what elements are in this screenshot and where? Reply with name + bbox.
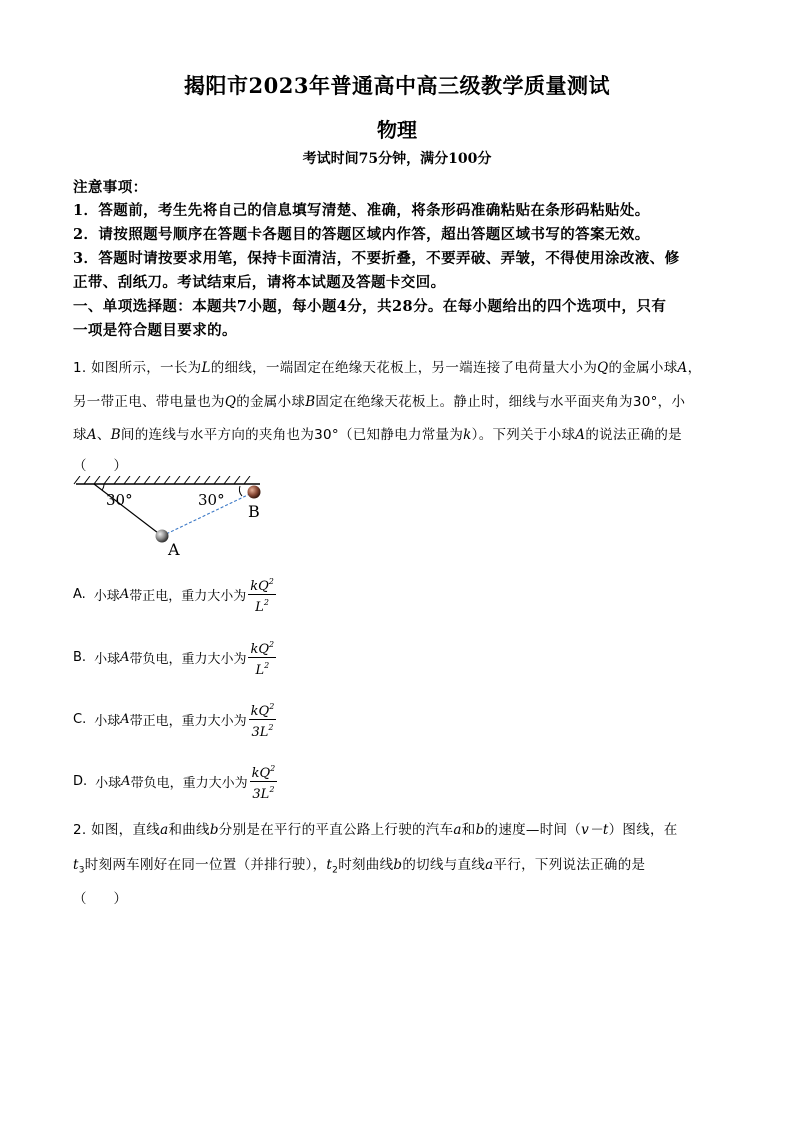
angle-arc-left — [102, 484, 104, 490]
notes-item-1: 1．答题前，考生先将自己的信息填写清楚、准确，将条形码准确粘贴在条形码粘贴处。 — [73, 202, 650, 219]
q1-answer-bracket: （ ） — [73, 458, 127, 474]
q2-line-1: 2. 如图，直线a和曲线b分别是在平行的平直公路上行驶的汽车a和b的速度—时间（v－t）图线，在 — [73, 822, 678, 838]
fraction: $\frac{kQ^2}{L^2}$ — [248, 574, 276, 615]
fraction: $\frac{kQ^2}{3L^2}$ — [249, 699, 277, 740]
q1-line-3: 球A、B间的连线与水平方向的夹角也为30°（已知静电力常量为k）。下列关于小球A的说法正确的是 — [73, 427, 682, 443]
q2-line-2: $t_3$时刻两车刚好在同一位置（并排行驶），$t_2$时刻曲线b的切线与直线a平行，下列说法正确的是 — [73, 857, 646, 876]
exam-info: 考试时间75分钟，满分100分 — [302, 151, 492, 167]
q1-line-1: 1. 如图所示，一长为L的细线，一端固定在绝缘天花板上，另一端连接了电荷量大小为Q的金属小球A， — [73, 360, 702, 376]
label-b: B — [248, 502, 260, 521]
q1-option-d[interactable]: D. 小球 A 带负电，重力大小为 $\frac{kQ^2}{3L^2}$ — [73, 761, 277, 802]
label-a: A — [168, 540, 180, 559]
fraction: $\frac{kQ^2}{L^2}$ — [248, 637, 276, 678]
ball-a — [156, 530, 169, 543]
notes-item-3: 3．答题时请按要求用笔，保持卡面清洁，不要折叠，不要弄破、弄皱，不得使用涂改液、修 — [73, 250, 680, 267]
angle-label-right: 30° — [198, 491, 225, 509]
notes-heading: 注意事项： — [73, 179, 148, 196]
notes-item-3-cont: 正带、刮纸刀。考试结束后，请将本试题及答题卡交回。 — [73, 274, 446, 291]
angle-label-left: 30° — [106, 491, 133, 509]
q1-option-c[interactable]: C. 小球 A 带正电，重力大小为 $\frac{kQ^2}{3L^2}$ — [73, 699, 276, 740]
subject-title: 物理 — [377, 118, 417, 142]
ceiling — [74, 476, 260, 484]
notes-item-2: 2．请按照题号顺序在答题卡各题目的答题区域内作答，超出答题区域书写的答案无效。 — [73, 226, 650, 243]
exam-title: 揭阳市2023年普通高中高三级教学质量测试 — [184, 73, 610, 98]
q2-answer-bracket: （ ） — [73, 891, 127, 907]
section-1-heading-cont: 一项是符合题目要求的。 — [73, 322, 237, 339]
q1-option-a[interactable]: A. 小球 A 带正电，重力大小为 $\frac{kQ^2}{L^2}$ — [73, 574, 276, 615]
q1-option-b[interactable]: B. 小球 A 带负电，重力大小为 $\frac{kQ^2}{L^2}$ — [73, 637, 276, 678]
q1-line-2: 另一带正电、带电量也为Q的金属小球B固定在绝缘天花板上。静止时，细线与水平面夹角为30°，小 — [73, 394, 686, 410]
q1-figure — [72, 476, 272, 562]
fraction: $\frac{kQ^2}{3L^2}$ — [250, 761, 278, 802]
angle-arc-right — [239, 486, 242, 496]
section-1-heading: 一、单项选择题：本题共7小题，每小题4分，共28分。在每小题给出的四个选项中，只有 — [73, 298, 667, 315]
ball-b — [248, 486, 261, 499]
